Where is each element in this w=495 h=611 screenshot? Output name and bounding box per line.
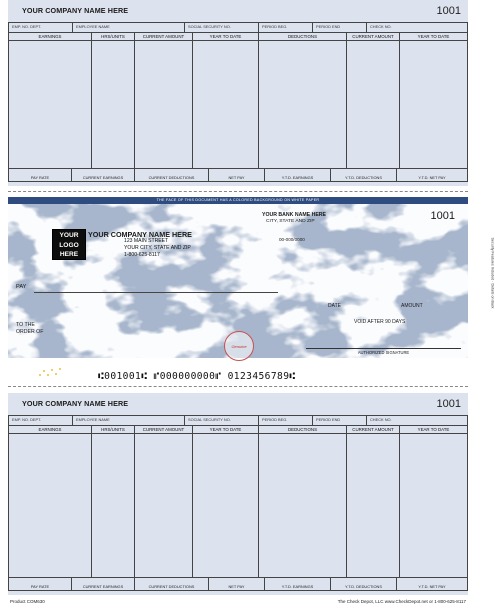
col-hrs-units: HRS/UNITS (92, 33, 135, 40)
hologram-stars (37, 366, 63, 378)
ded-year-to-date-column (400, 434, 467, 577)
col-current-amount: CURRENT AMOUNT (135, 426, 193, 433)
company-city-state-zip: YOUR CITY, STATE AND ZIP (124, 245, 191, 251)
check-number: 1001 (430, 210, 455, 222)
col-current-amount: CURRENT AMOUNT (135, 33, 193, 40)
order-line: TO THE (16, 322, 35, 328)
ytd-earnings-label: Y.T.D. EARNINGS (265, 578, 331, 590)
stub-info-row (9, 416, 467, 426)
emp-no-dept-label: EMP. NO. DEPT. (9, 416, 73, 425)
logo-line: YOUR (59, 232, 79, 239)
col-year-to-date: YEAR TO DATE (193, 33, 259, 40)
stub-check-number: 1001 (436, 398, 461, 410)
check-no-label: CHECK NO. (370, 417, 392, 422)
ytd-net-pay-label: Y.T.D. NET PAY (418, 584, 446, 589)
period-beg-label: PERIOD BEG. (259, 416, 313, 425)
stub-table (8, 22, 468, 182)
net-pay-label: NET PAY (209, 169, 265, 181)
employee-name-label: EMPLOYEE NAME (73, 23, 185, 32)
stub-info-row (9, 23, 467, 33)
perforation-line (8, 386, 468, 387)
earnings-column (9, 41, 92, 168)
pay-rate-label: PAY RATE (9, 169, 72, 181)
col-ded-year-to-date: YEAR TO DATE (417, 427, 450, 432)
logo-line: LOGO (59, 241, 79, 249)
signature-label: AUTHORIZED SIGNATURE (357, 350, 410, 355)
hrs-units-column (92, 41, 135, 168)
ytd-deductions-label: Y.T.D. DEDUCTIONS (331, 578, 397, 590)
col-deductions: DEDUCTIONS (259, 33, 347, 40)
security-seal (224, 331, 254, 361)
pay-label: PAY (16, 284, 27, 290)
check-banner: THE FACE OF THIS DOCUMENT HAS A COLORED BACKGROUND ON WHITE PAPER (8, 197, 468, 204)
current-earnings-label: CURRENT EARNINGS (72, 578, 135, 590)
logo-placeholder (52, 229, 86, 260)
company-street: 123 MAIN STREET (124, 238, 169, 244)
current-deductions-label: CURRENT DEDUCTIONS (135, 169, 209, 181)
stub-check-number: 1001 (436, 5, 461, 17)
order-of-label (16, 322, 43, 335)
stub-company-name: YOUR COMPANY NAME HERE (22, 399, 129, 408)
check-company-name: YOUR COMPANY NAME HERE (88, 230, 192, 239)
vendor-info: The Check Depot, LLC www.CheckDepot.net or 1-800-625-8117 (337, 599, 466, 604)
top-pay-stub (8, 0, 468, 186)
deductions-column (259, 434, 347, 577)
ded-current-amount-column (347, 41, 400, 168)
check-face (8, 197, 495, 358)
col-ded-year-to-date: YEAR TO DATE (417, 34, 450, 39)
period-end-label: PERIOD END (313, 23, 367, 32)
product-code: Product COM630 (10, 599, 45, 604)
ytd-net-pay-label: Y.T.D. NET PAY (418, 175, 446, 180)
col-ded-current-amount: CURRENT AMOUNT (347, 426, 400, 433)
stub-header (8, 393, 468, 415)
seal-text: Genuine (231, 344, 247, 349)
ded-year-to-date-column (400, 41, 467, 168)
col-year-to-date: YEAR TO DATE (193, 426, 259, 433)
current-deductions-label: CURRENT DEDUCTIONS (135, 578, 209, 590)
ssn-label: SOCIAL SECURITY NO. (185, 23, 259, 32)
company-phone: 1-800-625-8117 (124, 252, 160, 258)
col-ded-current-amount: CURRENT AMOUNT (347, 33, 400, 40)
stub-columns (9, 41, 467, 168)
order-line: ORDER OF (16, 328, 44, 335)
hrs-units-column (92, 434, 135, 577)
current-amount-column (135, 41, 193, 168)
stub-table (8, 415, 468, 591)
ded-current-amount-column (347, 434, 400, 577)
ytd-deductions-label: Y.T.D. DEDUCTIONS (331, 169, 397, 181)
year-to-date-column (193, 41, 259, 168)
col-hrs-units: HRS/UNITS (92, 426, 135, 433)
date-label: DATE (328, 303, 341, 309)
net-pay-label: NET PAY (209, 578, 265, 590)
year-to-date-column (193, 434, 259, 577)
stub-column-headers (9, 33, 467, 41)
stub-header (8, 0, 468, 22)
check-no-label: CHECK NO. (370, 24, 392, 29)
routing-fraction: 00-000/0000 (279, 237, 305, 242)
earnings-column (9, 434, 92, 577)
stub-company-name: YOUR COMPANY NAME HERE (22, 6, 129, 15)
stub-column-headers (9, 426, 467, 434)
col-earnings: EARNINGS (9, 33, 92, 40)
bottom-pay-stub (8, 393, 468, 595)
ytd-earnings-label: Y.T.D. EARNINGS (265, 169, 331, 181)
period-end-label: PERIOD END (313, 416, 367, 425)
logo-line: HERE (59, 251, 79, 258)
employee-name-label: EMPLOYEE NAME (73, 416, 185, 425)
signature-line (306, 348, 461, 349)
deductions-column (259, 41, 347, 168)
col-deductions: DEDUCTIONS (259, 426, 347, 433)
current-amount-column (135, 434, 193, 577)
micr-line: ⑆001001⑆ ⑈000000000⑈ 0123456789⑆ (98, 371, 296, 382)
current-earnings-label: CURRENT EARNINGS (72, 169, 135, 181)
bank-name: YOUR BANK NAME HERE (262, 212, 326, 218)
ssn-label: SOCIAL SECURITY NO. (185, 416, 259, 425)
void-notice: VOID AFTER 90 DAYS (354, 319, 406, 325)
perforation-line (8, 191, 468, 192)
stub-totals-row (9, 168, 467, 181)
period-beg-label: PERIOD BEG. (259, 23, 313, 32)
emp-no-dept-label: EMP. NO. DEPT. (9, 23, 73, 32)
pay-line (34, 292, 278, 293)
col-earnings: EARNINGS (9, 426, 92, 433)
stub-columns (9, 434, 467, 577)
pay-rate-label: PAY RATE (9, 578, 72, 590)
stub-totals-row (9, 577, 467, 590)
amount-label: AMOUNT (401, 303, 423, 309)
bank-address: CITY, STATE AND ZIP (266, 219, 315, 224)
security-features-text: Security Features Included · Details on Back (490, 237, 495, 309)
